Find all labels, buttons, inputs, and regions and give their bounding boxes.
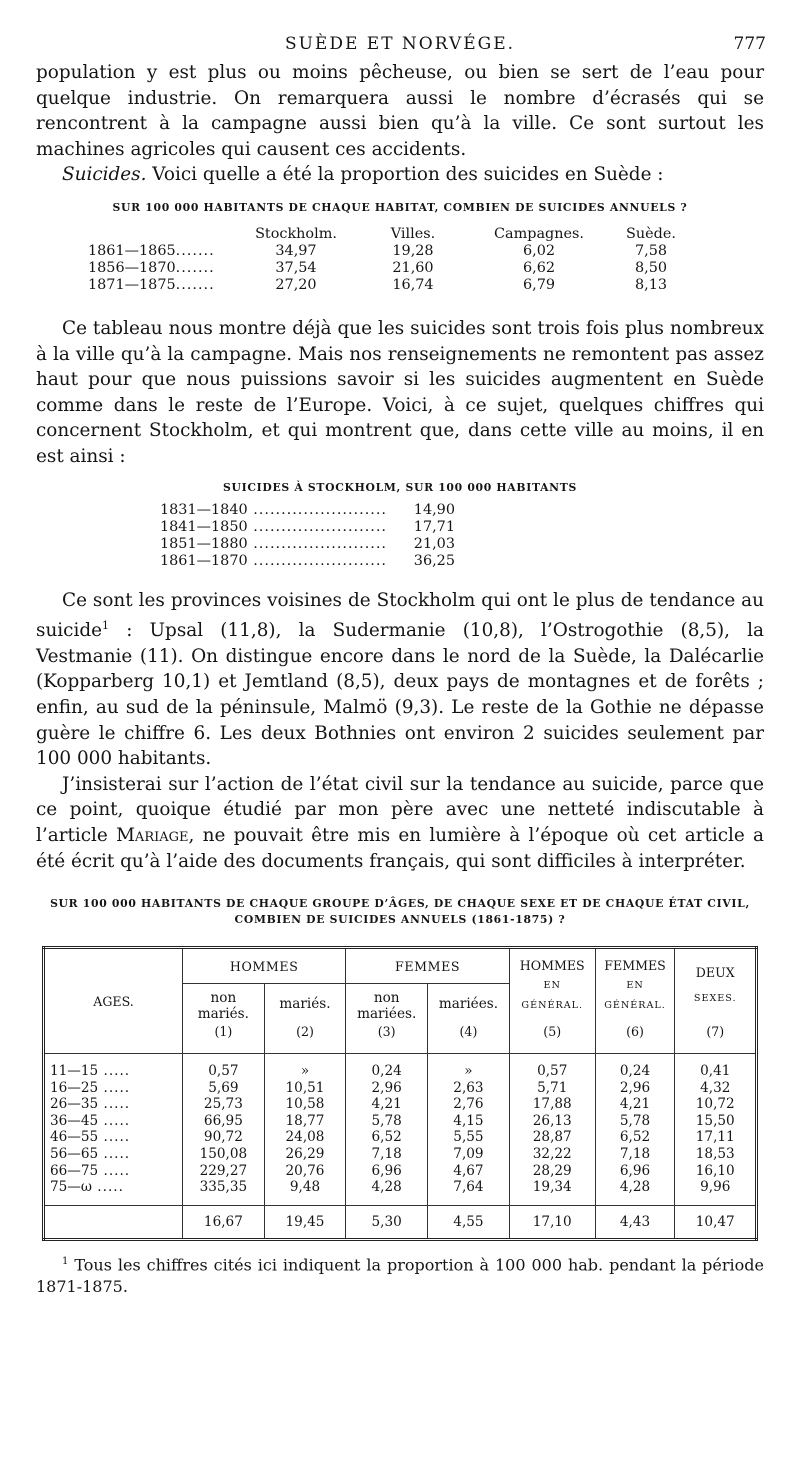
table3-cell: 90,72	[183, 1129, 265, 1146]
table3-cell: 7,18	[346, 1146, 428, 1163]
table-row	[44, 1146, 757, 1163]
table3-cell: 0,57	[183, 1054, 265, 1080]
table-row	[44, 1054, 757, 1080]
table3-col-hommes-general-line1: HOMMES	[519, 958, 585, 974]
table2-period: 1861—1870	[160, 552, 248, 569]
table3-totals-row	[44, 1206, 757, 1240]
table-row	[44, 1129, 757, 1146]
table3-cell: 20,76	[264, 1163, 346, 1180]
table3-col-femmes-general	[595, 948, 675, 1024]
table3-cell: 229,27	[183, 1163, 265, 1180]
paragraph-civil-status-text: J’insisterai sur l’action de l’état civil sur la tendance au suicide, parce que ce point, quoique étudié par mon père avec une netteté indiscutable à l’article	[36, 773, 764, 846]
table3-cell: 6,52	[346, 1129, 428, 1146]
table3-col-deux-sexes-line2: SEXES.	[693, 993, 737, 1005]
page	[36, 28, 764, 1297]
table3-age-cell: 11—15 .....	[44, 1054, 183, 1080]
table3-cell: 0,24	[595, 1054, 675, 1080]
table3-col-hommes-general-line3: GÉNÉRAL.	[521, 1000, 584, 1012]
table1-cell: 16,74	[392, 276, 434, 293]
table3-cell: 4,28	[346, 1179, 428, 1196]
table3-col-femmes-general-line1: FEMMES	[604, 958, 666, 974]
footnote-ref: 1	[102, 619, 110, 633]
table3-colnum: (5)	[509, 1024, 595, 1054]
table3-cell: 28,87	[509, 1129, 595, 1146]
table1-cell: 8,50	[634, 259, 668, 276]
table3-age: 36—45	[50, 1112, 99, 1129]
table-row	[44, 1179, 757, 1196]
table2-caption: SUICIDES À STOCKHOLM, SUR 100 000 HABITANTS	[223, 480, 577, 494]
table-suicides-by-age-sex-status	[42, 946, 758, 1241]
table3-colnum: (6)	[595, 1024, 675, 1054]
table1-period: 1856—1870	[88, 259, 176, 276]
table3-col-femmes-general-line3: GÉNÉRAL.	[604, 1000, 666, 1012]
table3-age-cell: 26—35 .....	[44, 1096, 183, 1113]
table2-period: 1841—1850	[160, 518, 248, 535]
page-header	[36, 28, 764, 60]
table-row: 1871—1875....... 27,20 16,74 6,79 8,13	[84, 277, 700, 294]
table-row: 1851—1880 ........................ 21,03	[156, 536, 459, 553]
table1-col-campagnes: Campagnes.	[494, 225, 584, 242]
table3-age-cell: 46—55 .....	[44, 1129, 183, 1146]
table3-age-cell: 36—45 .....	[44, 1113, 183, 1130]
table3-colnum: (1)	[183, 1024, 265, 1054]
table3-cell: 28,29	[509, 1163, 595, 1180]
table1-period: 1871—1875	[88, 276, 176, 293]
table1-cell: 6,62	[522, 259, 556, 276]
table3-cell: 26,29	[264, 1146, 346, 1163]
table3-cell: 2,63	[428, 1080, 510, 1097]
table1-cell: 8,13	[634, 276, 668, 293]
table3-cell: 4,28	[595, 1179, 675, 1196]
table3-cell: 9,96	[675, 1179, 757, 1196]
table3-col-mariees: mariées.	[428, 984, 510, 1024]
table-row: 1861—1870 ........................ 36,25	[156, 553, 459, 570]
table3-cell: 2,76	[428, 1096, 510, 1113]
table3-cell: 2,96	[595, 1080, 675, 1097]
table3-cell: 15,50	[675, 1113, 757, 1130]
table3-cell: 4,67	[428, 1163, 510, 1180]
table1-period: 1861—1865	[88, 242, 176, 259]
table3-age: 75—ω	[50, 1179, 92, 1196]
paragraph-suicides-intro-text: Voici quelle a été la proportion des suicides en Suède :	[146, 164, 664, 186]
table3-age: 26—35	[50, 1096, 99, 1113]
table3-cell: 18,77	[264, 1113, 346, 1130]
table3-cell: 150,08	[183, 1146, 265, 1163]
table2-cell: 21,03	[413, 535, 455, 552]
table3-cell: 17,11	[675, 1129, 757, 1146]
page-number: 777	[733, 34, 766, 54]
table2-cell: 14,90	[413, 501, 455, 518]
table3-total: 4,43	[595, 1206, 675, 1240]
table1-col-suede: Suède.	[626, 225, 676, 242]
table-row: 1831—1840 ........................ 14,90	[156, 502, 459, 519]
table3-col-deux-sexes	[675, 948, 757, 1024]
table-suicides-by-habitat	[84, 226, 700, 294]
table3-cell: 5,55	[428, 1129, 510, 1146]
table3-age: 56—65	[50, 1146, 99, 1163]
table1-col-stockholm: Stockholm.	[255, 225, 337, 242]
table3-cell: 0,41	[675, 1054, 757, 1080]
table3-cell: »	[428, 1054, 510, 1080]
table3-cell: 335,35	[183, 1179, 265, 1196]
table3-cell: 25,73	[183, 1096, 265, 1113]
table3-col-hommes-general-line2: EN	[543, 980, 561, 992]
table3-col-non-maries: non mariés.	[183, 984, 265, 1024]
table-row: 1861—1865....... 34,97 19,28 6,02 7,58	[84, 243, 700, 260]
table1-cell: 19,28	[392, 242, 434, 259]
table3-colnum: (2)	[264, 1024, 346, 1054]
table3-cell: 10,72	[675, 1096, 757, 1113]
table-row: 1856—1870....... 37,54 21,60 6,62 8,50	[84, 260, 700, 277]
table3-cell: 7,18	[595, 1146, 675, 1163]
paragraph-city-vs-country: Ce tableau nous montre déjà que les suicides sont trois fois plus nombreux à la ville qu’à la campagne. Mais nos renseignements ne remontent pas assez haut pour que nous puissions savoir si les suicides augmentent en Suède comme dans le reste de l’Europe. Voici, à ce sujet, quelques chiffres qui concernent Stockholm, et qui montrent que, dans cette ville au moins, il en est ainsi :	[36, 317, 764, 467]
table1-cell: 37,54	[275, 259, 317, 276]
table3-cell: 16,10	[675, 1163, 757, 1180]
table3-age-cell: 56—65 .....	[44, 1146, 183, 1163]
table1-cell: 6,79	[522, 276, 556, 293]
paragraph-provinces-text: Ce sont les provinces voisines de Stockholm qui ont le plus de tendance au suicide	[36, 589, 764, 642]
table3-cell: 9,48	[264, 1179, 346, 1196]
footnote	[36, 1251, 764, 1296]
table3-cell: »	[264, 1054, 346, 1080]
table3-age-cell: 75—ω .....	[44, 1179, 183, 1196]
table3-col-non-mariees: non mariées.	[346, 984, 428, 1024]
table3-group-hommes: HOMMES	[183, 948, 346, 984]
table3-total: 16,67	[183, 1206, 265, 1240]
table3-cell: 18,53	[675, 1146, 757, 1163]
table3-cell: 10,58	[264, 1096, 346, 1113]
table-row	[44, 1096, 757, 1113]
table-row: 1841—1850 ........................ 17,71	[156, 519, 459, 536]
table3-col-femmes-general-line2: EN	[626, 980, 644, 992]
table3-cell: 7,09	[428, 1146, 510, 1163]
table2-period: 1831—1840	[160, 501, 248, 518]
table3-cell: 19,34	[509, 1179, 595, 1196]
table1-cell: 21,60	[392, 259, 434, 276]
table2-period: 1851—1880	[160, 535, 248, 552]
table3-total: 5,30	[346, 1206, 428, 1240]
table3-cell: 6,96	[346, 1163, 428, 1180]
paragraph-provinces-rest: : Upsal (11,8), la Sudermanie (10,8), l’Ostrogothie (8,5), la Vestmanie (11). On distingue encore dans le nord de la Suède, la Dalécarlie (Kopparberg 10,1) et Jemtland (8,5), deux pays de montagnes et de forêts ; enfin, au sud de la péninsule, Malmö (9,3). Le reste de la Gothie ne dépasse guère le chiffre 6. Les deux Bothnies ont environ 2 suicides seulement par 100 000 habitants.	[36, 620, 764, 770]
table2-cell: 36,25	[413, 552, 455, 569]
table3-age: 66—75	[50, 1162, 99, 1179]
footnote-text: Tous les chiffres cités ici indiquent la proportion à 100 000 hab. pendant la période 1871-1875.	[36, 1255, 764, 1296]
paragraph-provinces	[36, 588, 764, 772]
table3-caption-line1: SUR 100 000 HABITANTS DE CHAQUE GROUPE D’ÂGES, DE CHAQUE SEXE ET DE CHAQUE ÉTAT CIVIL,	[50, 897, 750, 911]
term-mariage: Mariage	[116, 825, 189, 846]
paragraph-civil-status-rest: , ne pouvait être mis en lumière à l’époque où cet article a été écrit qu’à l’aide des documents français, qui sont difficiles à interpréter.	[36, 825, 765, 872]
table3-colnum: (3)	[346, 1024, 428, 1054]
table3-cell: 5,69	[183, 1080, 265, 1097]
table3-cell: 5,78	[346, 1113, 428, 1130]
table3-total: 17,10	[509, 1206, 595, 1240]
table3-col-ages: AGES.	[44, 948, 183, 1054]
table2-cell: 17,71	[413, 518, 455, 535]
table3-cell: 2,96	[346, 1080, 428, 1097]
paragraph-population: population y est plus ou moins pêcheuse, ou bien se sert de l’eau pour quelque industrie. On remarquera aussi le nombre d’écrasés qui se rencontrent à la campagne aussi bien qu’à la ville. Ce sont surtout les machines agricoles qui causent ces accidents.	[36, 62, 764, 160]
table1-col-villes: Villes.	[390, 225, 436, 242]
table3-age: 16—25	[50, 1079, 99, 1096]
table-row	[44, 1113, 757, 1130]
paragraph-civil-status	[36, 772, 764, 874]
table3-cell: 4,21	[346, 1096, 428, 1113]
table3-cell: 66,95	[183, 1113, 265, 1130]
table3-cell: 17,88	[509, 1096, 595, 1113]
table3-age: 46—55	[50, 1129, 99, 1146]
paragraph-suicides-intro	[36, 162, 764, 188]
running-title: SUÈDE ET NORVÉGE.	[284, 34, 516, 54]
table1-cell: 27,20	[275, 276, 317, 293]
table3-colnum: (7)	[675, 1024, 757, 1054]
table-row	[44, 1163, 757, 1180]
table3-col-deux-sexes-line1: DEUX	[695, 965, 735, 981]
table1-cell: 6,02	[522, 242, 556, 259]
table1-cell: 34,97	[275, 242, 317, 259]
table3-cell: 26,13	[509, 1113, 595, 1130]
table3-cell: 4,15	[428, 1113, 510, 1130]
table3-cell: 6,52	[595, 1129, 675, 1146]
table3-total: 10,47	[675, 1206, 757, 1240]
table3-col-hommes-general	[509, 948, 595, 1024]
table-row	[44, 1080, 757, 1097]
table3-cell: 5,78	[595, 1113, 675, 1130]
table3-cell: 4,21	[595, 1096, 675, 1113]
table3-age-cell: 16—25 .....	[44, 1080, 183, 1097]
table1-cell: 7,58	[634, 242, 668, 259]
table3-age: 11—15	[50, 1062, 99, 1079]
table3-cell: 0,57	[509, 1054, 595, 1080]
table3-cell: 10,51	[264, 1080, 346, 1097]
table3-cell: 4,32	[675, 1080, 757, 1097]
table3-cell: 6,96	[595, 1163, 675, 1180]
table3-col-maries: mariés.	[264, 984, 346, 1024]
table3-cell: 0,24	[346, 1054, 428, 1080]
table3-caption-line2: COMBIEN DE SUICIDES ANNUELS (1861-1875) ?	[234, 913, 566, 927]
table1-caption: SUR 100 000 HABITANTS DE CHAQUE HABITAT, COMBIEN DE SUICIDES ANNUELS ?	[112, 200, 688, 214]
table3-spacer-row	[44, 1196, 757, 1206]
table3-total: 19,45	[264, 1206, 346, 1240]
table-suicides-stockholm	[156, 502, 459, 570]
table3-age-cell: 66—75 .....	[44, 1163, 183, 1180]
table1-header-row	[84, 226, 700, 243]
table3-total: 4,55	[428, 1206, 510, 1240]
table3-cell: 32,22	[509, 1146, 595, 1163]
table3-cell: 24,08	[264, 1129, 346, 1146]
table3-colnum: (4)	[428, 1024, 510, 1054]
footnote-mark: 1	[62, 1256, 69, 1268]
table3-cell: 7,64	[428, 1179, 510, 1196]
table3-group-femmes: FEMMES	[346, 948, 510, 984]
table3-cell: 5,71	[509, 1080, 595, 1097]
section-title-suicides: Suicides.	[62, 164, 147, 186]
